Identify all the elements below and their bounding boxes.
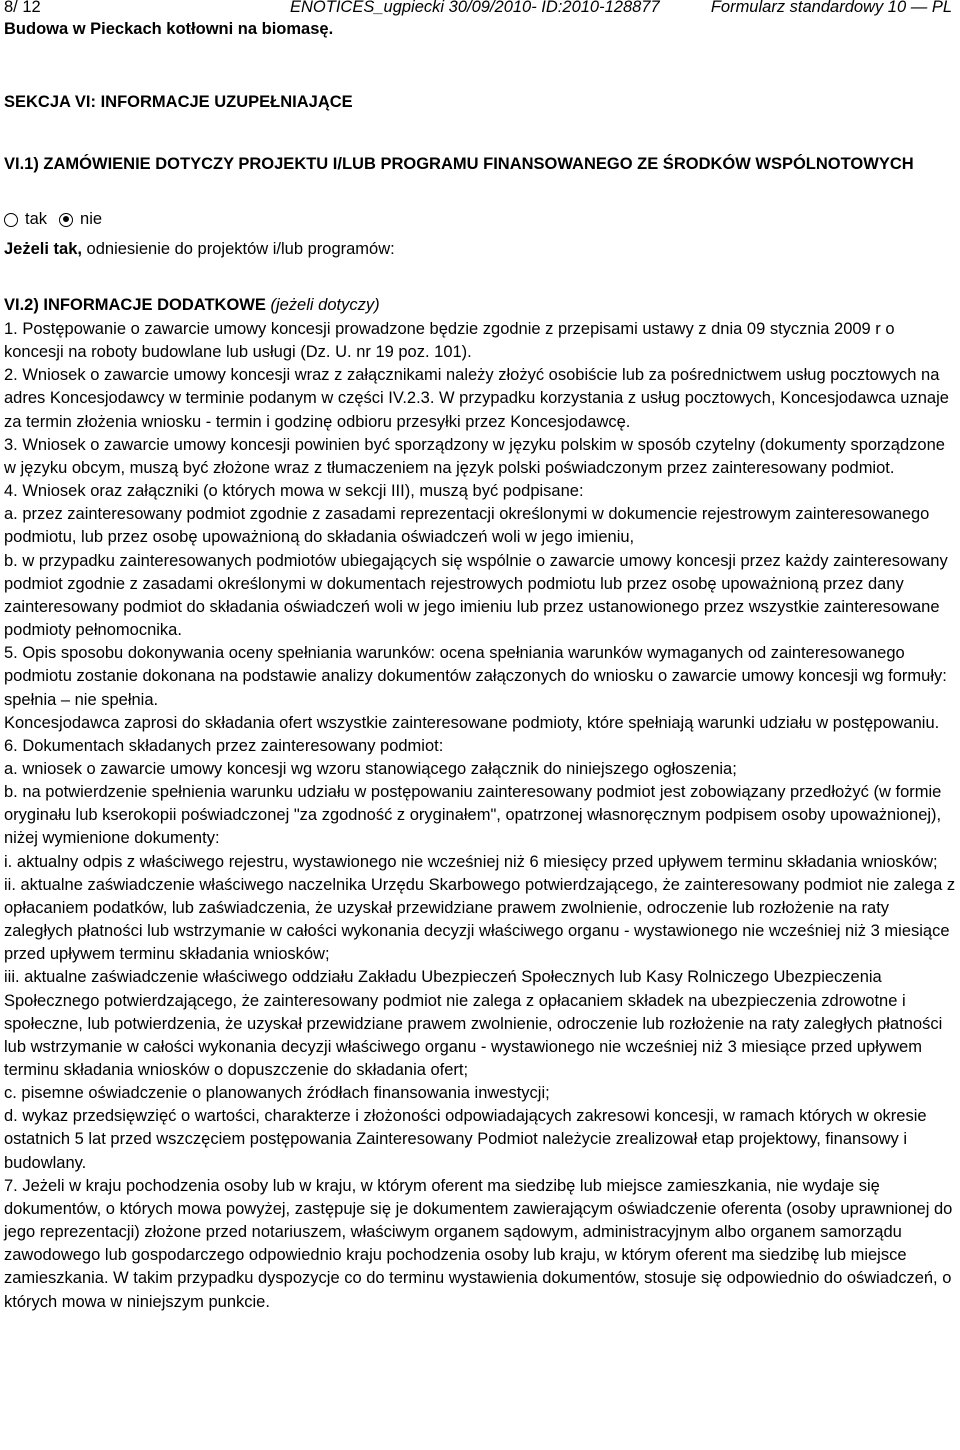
project-reference-label: Jeżeli tak, <box>4 240 82 258</box>
paragraph: c. pisemne oświadczenie o planowanych źródłach finansowania inwestycji; <box>4 1084 550 1103</box>
radio-tak[interactable] <box>4 213 18 227</box>
paragraph: Koncesjodawca zaprosi do składania ofert wszystkie zainteresowane podmioty, które spełniają warunki udziału w postępowaniu. <box>4 713 940 732</box>
paragraph: 5. Opis sposobu dokonywania oceny spełniania warunków: ocena spełniania warunków wymaganych od zainteresowanego podmiotu zostanie dokonana na podstawie analizy dokumentów załączonych do wniosku o zawarcie umowy koncesji wg formuły: spełnia – nie spełnia. <box>4 644 947 709</box>
eu-funding-radio-group <box>4 210 114 229</box>
radio-nie[interactable] <box>59 213 73 227</box>
paragraph: 7. Jeżeli w kraju pochodzenia osoby lub w kraju, w którym oferent ma siedzibę lub miejsce zamieszkania, nie wydaje się dokumentów, o których mowa powyżej, zastępuje się je dokumentem zawierającym oświadczenie oferenta (osoby uprawnionej do jego reprezentacji) złożone przed notariuszem, właściwym organem sądowym, administracyjnym albo organem samorządu zawodowego lub gospodarczego odpowiednio kraju pochodzenia osoby lub kraju, w którym oferent ma siedzibę lub miejsce zamieszkania. W takim przypadku dyspozycje co do terminu wystawienia dokumentów, stosuje się odpowiednio do oświadczeń, o których mowa w niniejszym punkcie. <box>4 1176 953 1311</box>
paragraph: a. przez zainteresowany podmiot zgodnie z zasadami reprezentacji określonymi w dokumencie rejestrowym zainteresowanego podmiotu, lub przez osobę upoważnioną do składania oświadczeń woli w jego imieniu, <box>4 505 930 547</box>
radio-tak-label: tak <box>25 210 48 228</box>
paragraph: 6. Dokumentach składanych przez zainteresowany podmiot: <box>4 736 444 755</box>
section-title: SEKCJA VI: INFORMACJE UZUPEŁNIAJĄCE <box>4 93 353 111</box>
paragraph: 3. Wniosek o zawarcie umowy koncesji powinien być sporządzony w języku polskim w sposób czytelny (dokumenty sporządzone w języku obcym, muszą być złożone wraz z tłumaczeniem na język polski poświadczonym przez zainteresowany podmiot. <box>4 435 945 477</box>
page-header <box>4 0 956 20</box>
page-number: 8/ 12 <box>4 0 41 16</box>
paragraph: 4. Wniosek oraz załączniki (o których mowa w sekcji III), muszą być podpisane: <box>4 482 584 501</box>
paragraph: iii. aktualne zaświadczenie właściwego oddziału Zakładu Ubezpieczeń Społecznych lub Kasy Rolniczego Ubezpieczenia Społecznego potwierdzającego, że zainteresowany podmiot nie zalega z opłacaniem składek na ubezpieczenia zdrowotne i społeczne, lub potwierdzenia, że uzyskał przewidziane prawem zwolnienie, odroczenie lub rozłożenie na raty zaległych płatności lub wstrzymanie w całości wykonania decyzji właściwego organu - wystawionego nie wcześniej niż 3 miesiące przed upływem terminu składania wniosków o dopuszczenie do składania ofert; <box>4 968 943 1079</box>
paragraph: i. aktualny odpis z właściwego rejestru, wystawionego nie wcześniej niż 6 miesięcy przed upływem terminu składania wniosków; <box>4 852 938 871</box>
subsection-title-vi2-note: (jeżeli dotyczy) <box>265 296 380 314</box>
subsection-title-vi1: VI.1) ZAMÓWIENIE DOTYCZY PROJEKTU I/LUB PROGRAMU FINANSOWANEGO ZE ŚRODKÓW WSPÓLNOTOWYCH <box>4 155 914 173</box>
paragraph: a. wniosek o zawarcie umowy koncesji wg wzoru stanowiącego załącznik do niniejszego ogłoszenia; <box>4 759 737 778</box>
additional-information <box>4 318 956 1314</box>
form-label: Formularz standardowy 10 — PL <box>710 0 952 16</box>
paragraph: 1. Postępowanie o zawarcie umowy koncesji prowadzone będzie zgodnie z przepisami ustawy z dnia 09 stycznia 2009 r o koncesji na roboty budowlane lub usługi (Dz. U. nr 19 poz. 101). <box>4 320 895 362</box>
paragraph: 2. Wniosek o zawarcie umowy koncesji wraz z załącznikami należy złożyć osobiście lub za pośrednictwem usług pocztowych na adres Koncesjodawcy w terminie podanym w części IV.2.3. W przypadku korzystania z usług pocztowych, Koncesjodawca uznaje za termin złożenia wniosku - termin i godzinę odbioru przesyłki przez Koncesjodawcę. <box>4 366 949 431</box>
document-id: ENOTICES_ugpiecki 30/09/2010- ID:2010-128877 <box>290 0 660 16</box>
subsection-title-vi2 <box>4 296 380 315</box>
project-reference-line <box>4 240 395 259</box>
radio-nie-label: nie <box>80 210 103 228</box>
paragraph: ii. aktualne zaświadczenie właściwego naczelnika Urzędu Skarbowego potwierdzającego, że zainteresowany podmiot nie zalega z opłacaniem podatków, lub zaświadczenia, że uzyskał przewidziane prawem zwolnienie, odroczenie lub rozłożenie na raty zaległych płatności lub wstrzymanie w całości wykonania decyzji właściwego organu - wystawionego nie wcześniej niż 3 miesiące przed upływem terminu składania wniosków; <box>4 875 956 964</box>
subsection-title-vi2-main: VI.2) INFORMACJE DODATKOWE <box>4 296 266 314</box>
document-title: Budowa w Pieckach kotłowni na biomasę. <box>4 20 334 38</box>
project-reference-text: odniesienie do projektów i/lub programów: <box>81 240 395 258</box>
paragraph: d. wykaz przedsięwzięć o wartości, charakterze i złożoności odpowiadających zakresowi koncesji, w ramach których w okresie ostatnich 5 lat przed wszczęciem postępowania Zainteresowany Podmiot należycie zrealizował etap projektowy, finansowy i budowlany. <box>4 1107 927 1172</box>
paragraph: b. na potwierdzenie spełnienia warunku udziału w postępowaniu zainteresowany podmiot jest zobowiązany przedłożyć (w formie oryginału lub kserokopii poświadczonej "za zgodność z oryginałem", opatrzonej własnoręcznym podpisem osoby upoważnionej), niżej wymienione dokumenty: <box>4 783 942 848</box>
paragraph: b. w przypadku zainteresowanych podmiotów ubiegających się wspólnie o zawarcie umowy koncesji przez każdy zainteresowany podmiot zgodnie z zasadami określonymi w dokumentach rejestrowych podmiotu lub przez osobę upoważnioną przez dany zainteresowany podmiot do składania oświadczeń woli w jego imieniu lub przez ustanowionego przez wszystkie zainteresowane podmioty pełnomocnika. <box>4 551 948 640</box>
